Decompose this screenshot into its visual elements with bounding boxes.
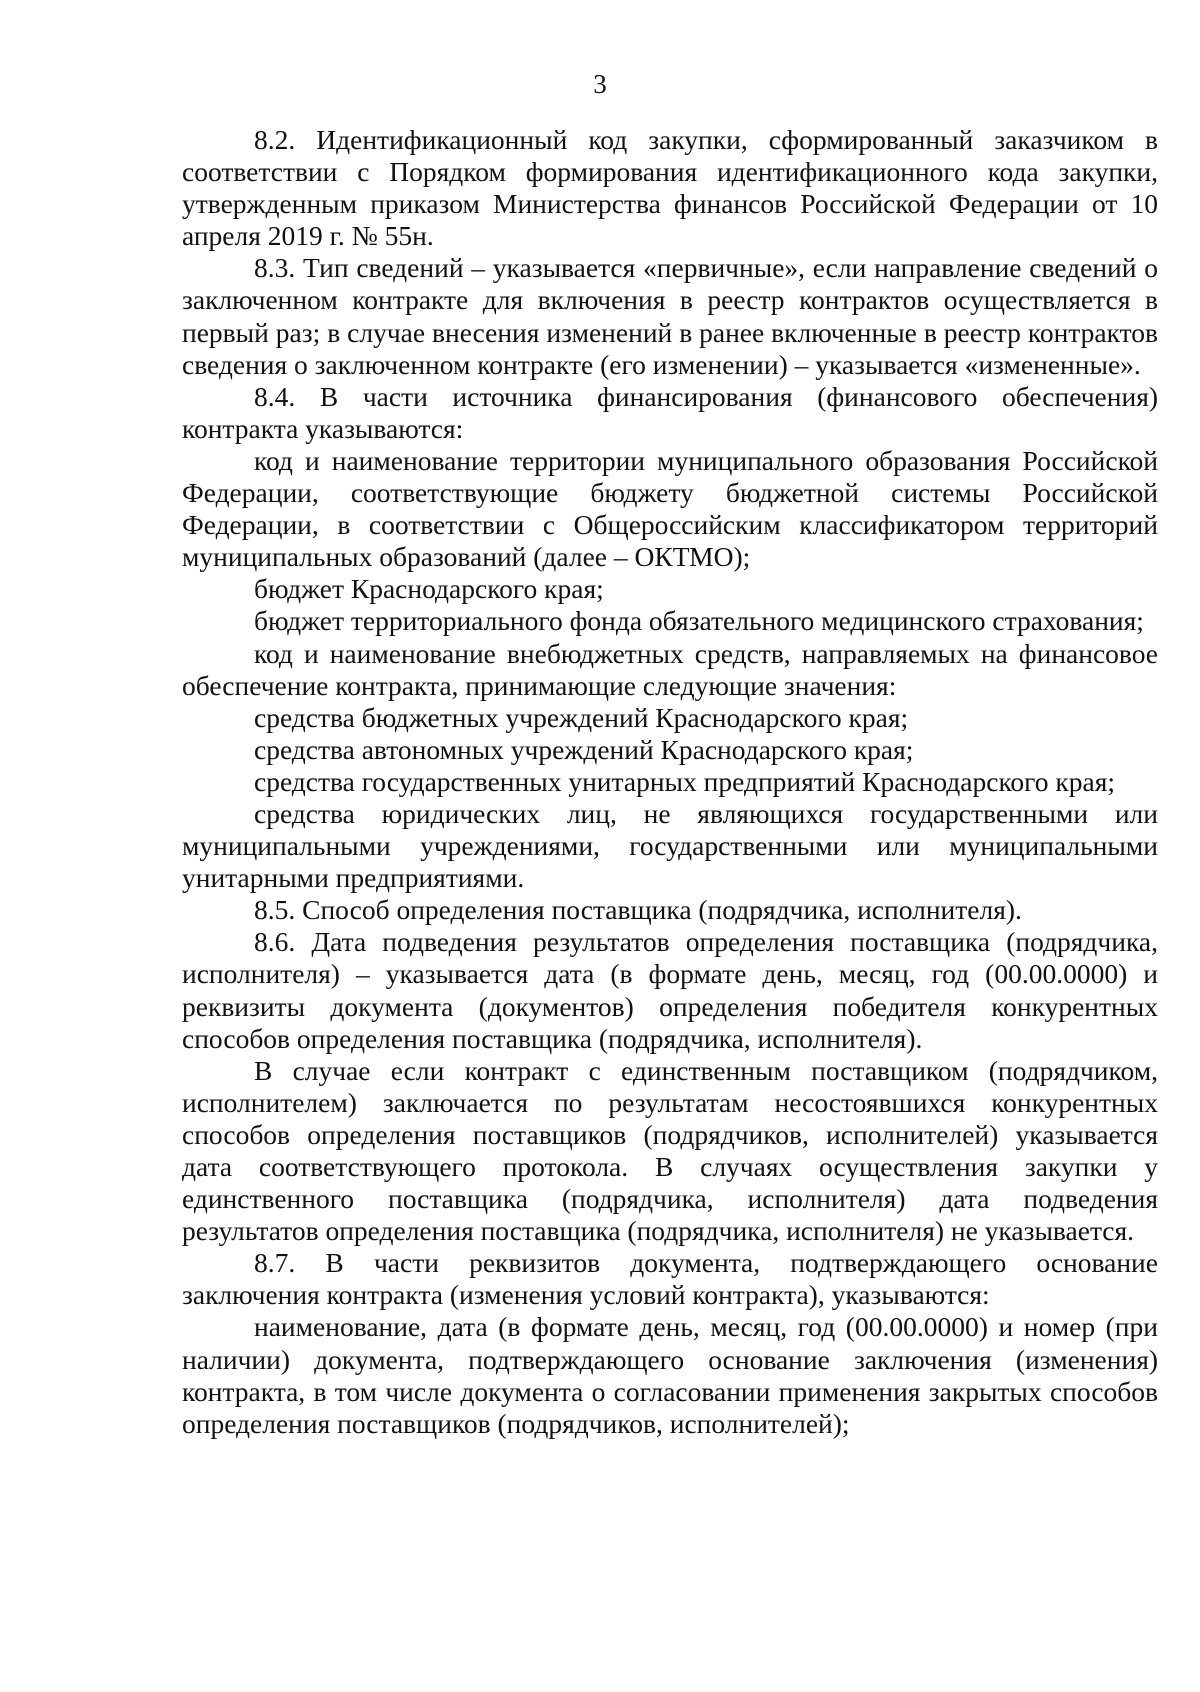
paragraph-oktmo-code: код и наименование территории муниципального образования Российской Федерации, соответствующие бюджету бюджетной системы Российской Федерации, в соответствии с Общероссийским классификатором территорий муниципальных образований (далее – ОКТМО); xyxy=(182,444,1158,573)
paragraph-regional-budget: бюджет Краснодарского края; xyxy=(254,573,604,605)
paragraph-8-4: 8.4. В части источника финансирования (финансового обеспечения) контракта указываются: xyxy=(182,380,1158,444)
page-number: 3 xyxy=(593,69,607,99)
paragraph-single-supplier: В случае если контракт с единственным поставщиком (подрядчиком, исполнителем) заключается по результатам несостоявшихся конкурентных способов определения поставщиков (подрядчиков, исполнителей) указывается дата соответствующего протокола. В случаях осуществления закупки у единственного поставщика (подрядчика, исполнителя) дата подведения результатов определения поставщика (подрядчика, исполнителя) не указывается. xyxy=(182,1054,1158,1247)
paragraph-basis-document: наименование, дата (в формате день, месяц, год (00.00.0000) и номер (при наличии) документа, подтверждающего основание заключения (изменения) контракта, в том числе документа о согласовании применения закрытых способов определения поставщиков (подрядчиков, исполнителей); xyxy=(182,1311,1158,1439)
document-body xyxy=(182,124,1158,1440)
paragraph-8-7: 8.7. В части реквизитов документа, подтверждающего основание заключения контракта (изменения условий контракта), указываются: xyxy=(182,1247,1158,1311)
paragraph-extrabudgetary-funds: код и наименование внебюджетных средств, направляемых на финансовое обеспечение контракта, принимающие следующие значения: xyxy=(182,637,1158,701)
paragraph-8-3: 8.3. Тип сведений – указывается «первичные», если направление сведений о заключенном контракте для включения в реестр контрактов осуществляется в первый раз; в случае внесения изменений в ранее включенные в реестр контрактов сведения о заключенном контракте (его изменении) – указывается «измененные». xyxy=(182,252,1158,380)
paragraph-autonomous-institutions-funds: средства автономных учреждений Краснодарского края; xyxy=(254,733,914,765)
paragraph-8-5: 8.5. Способ определения поставщика (подрядчика, исполнителя). xyxy=(254,894,1022,926)
paragraph-budget-institutions-funds: средства бюджетных учреждений Краснодарского края; xyxy=(254,701,909,733)
paragraph-8-2: 8.2. Идентификационный код закупки, сформированный заказчиком в соответствии с Порядком формирования идентификационного кода закупки, утвержденным приказом Министерства финансов Российской Федерации от 10 апреля 2019 г. № 55н. xyxy=(182,124,1158,252)
paragraph-legal-entities-funds: средства юридических лиц, не являющихся государственными или муниципальными учреждениями, государственными или муниципальными унитарными предприятиями. xyxy=(182,797,1158,894)
paragraph-8-6: 8.6. Дата подведения результатов определения поставщика (подрядчика, исполнителя) – указывается дата (в формате день, месяц, год (00.00.0000) и реквизиты документа (документов) определения победителя конкурентных способов определения поставщика (подрядчика, исполнителя). xyxy=(182,926,1158,1054)
paragraph-state-unitary-enterprises-funds: средства государственных унитарных предприятий Краснодарского края; xyxy=(254,765,1115,797)
paragraph-insurance-fund-budget: бюджет территориального фонда обязательного медицинского страхования; xyxy=(254,605,1144,637)
